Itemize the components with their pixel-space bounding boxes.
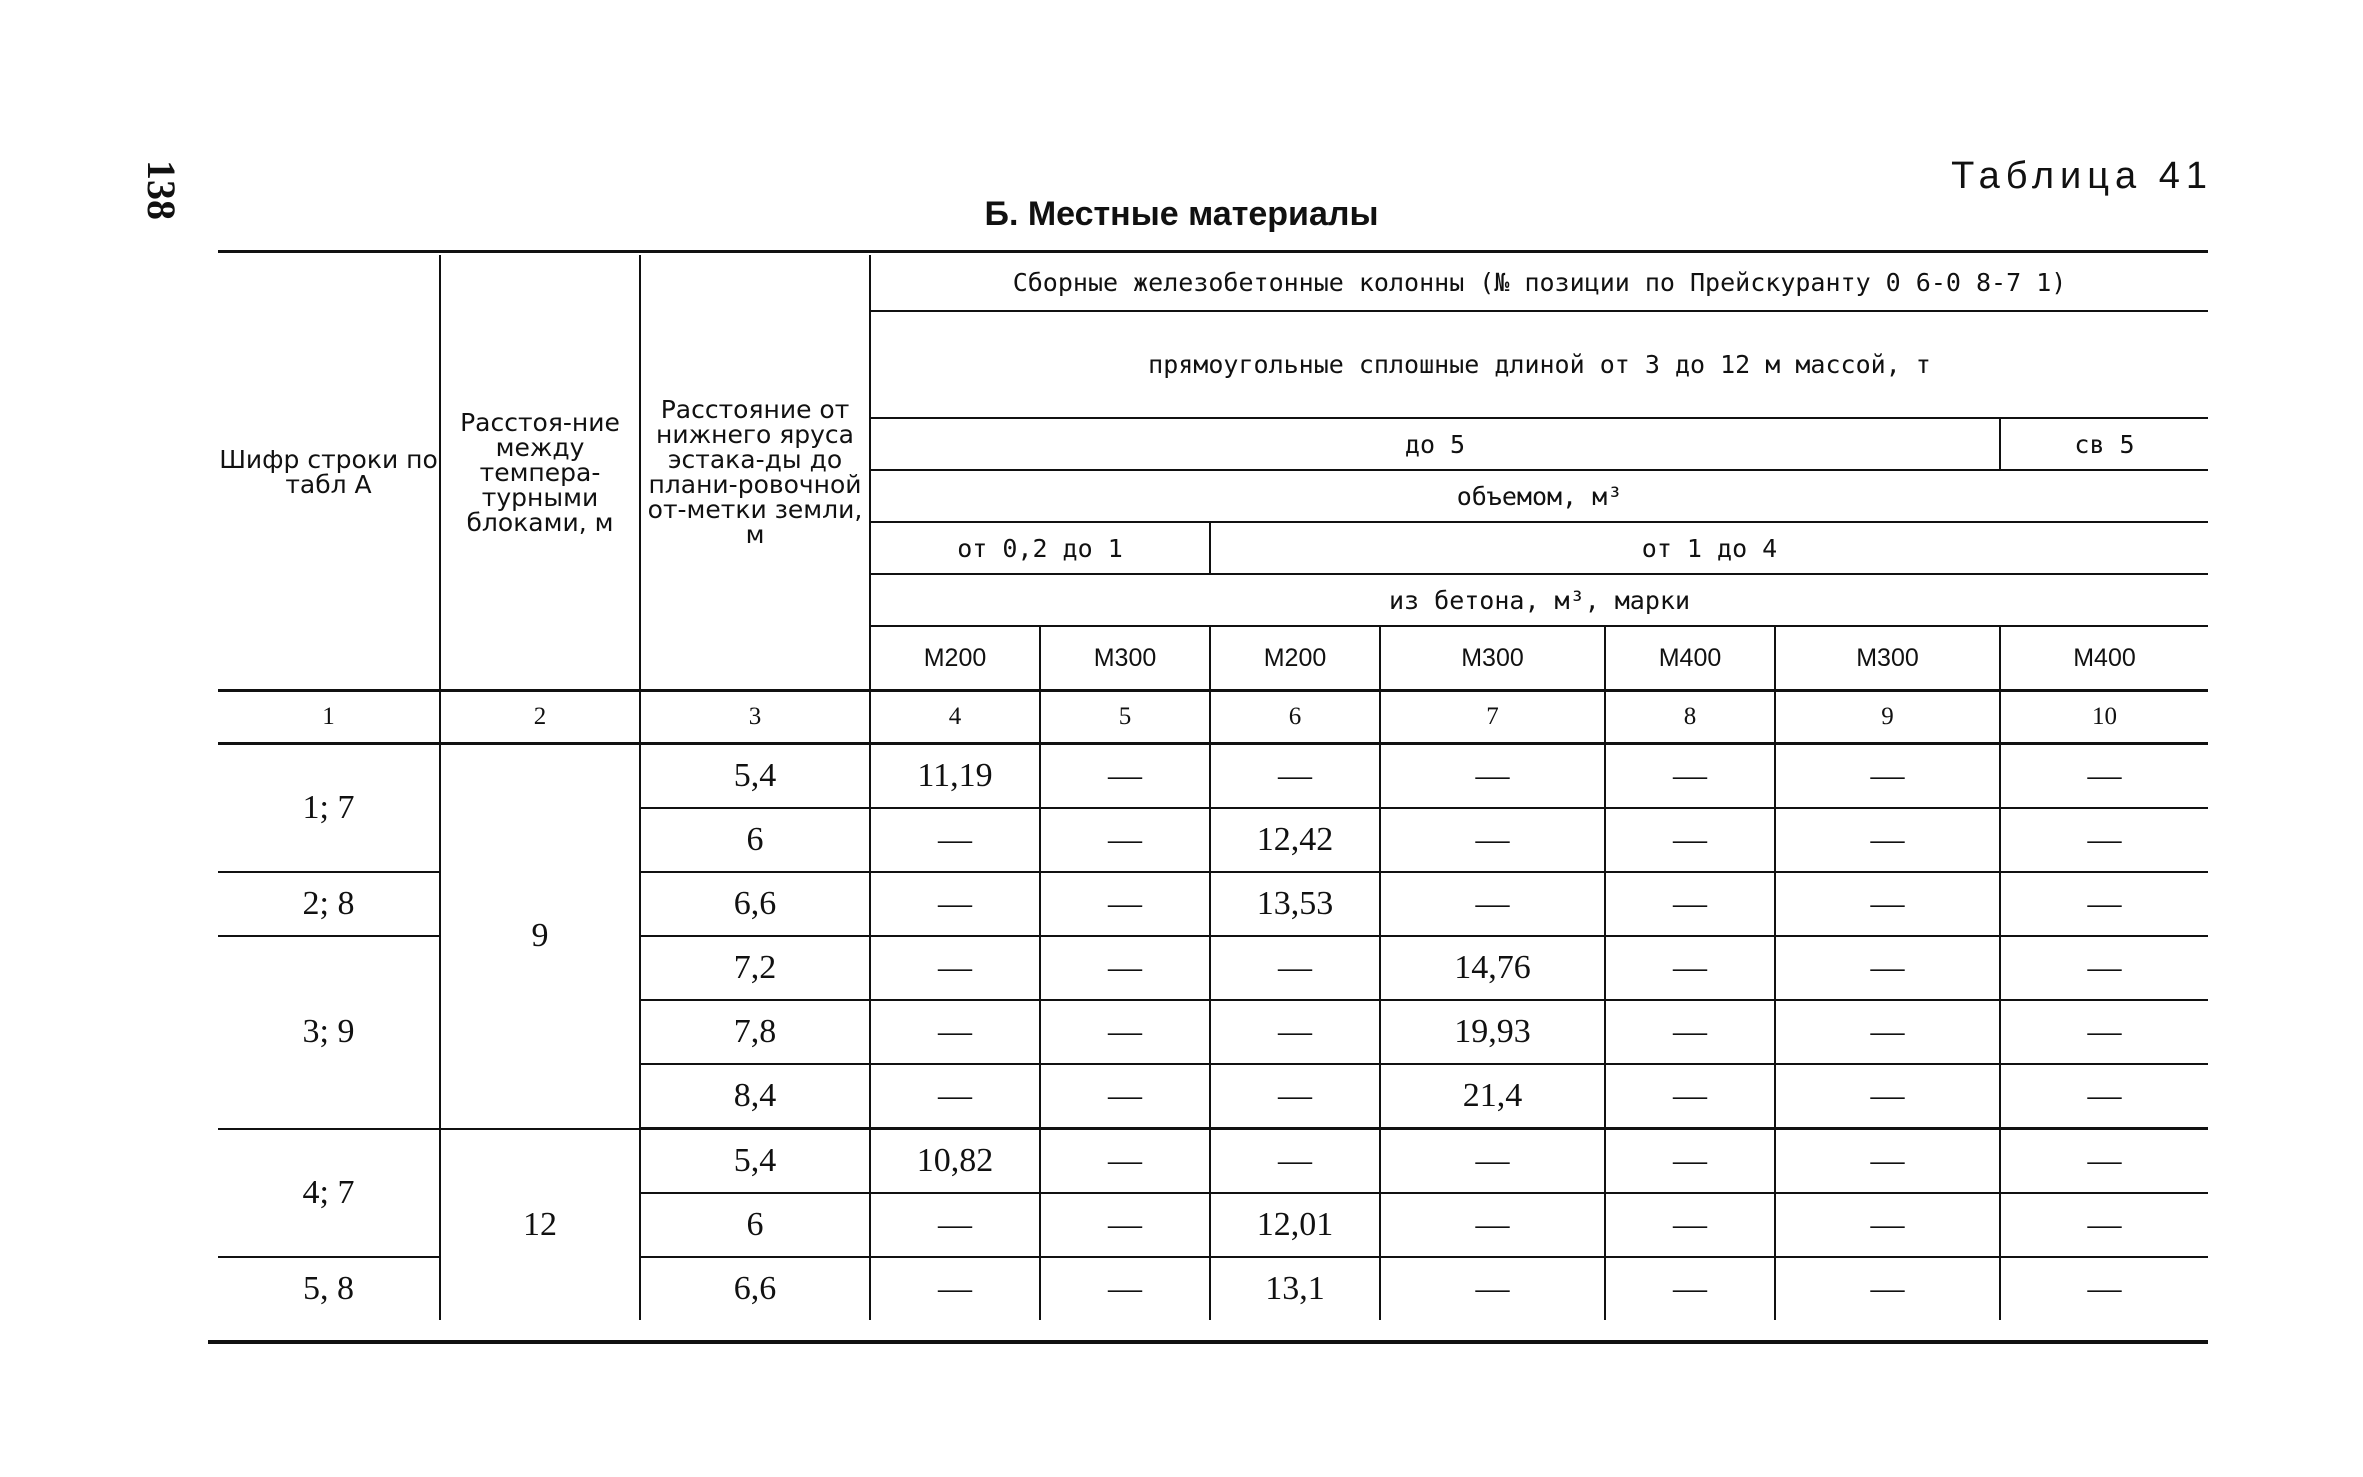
table-cell: —: [1605, 872, 1775, 936]
table-cell: —: [1605, 1129, 1775, 1194]
header-concrete: из бетона, м³, марки: [870, 574, 2208, 626]
header-block-distance: Расстоя-ние между темпера-турными блоками, м: [440, 255, 640, 691]
table-cell: —: [1040, 1129, 1210, 1194]
table-cell: 21,4: [1380, 1064, 1605, 1129]
table-cell: —: [1775, 808, 2000, 872]
header-volume: объемом, м³: [870, 470, 2208, 522]
header-mass-upto5: до 5: [870, 418, 2000, 470]
column-number: 5: [1040, 691, 1210, 744]
table-cell: —: [1605, 936, 1775, 1000]
table-cell: —: [2000, 1193, 2208, 1257]
grade-header: М300: [1040, 626, 1210, 691]
table-cell: —: [1605, 808, 1775, 872]
section-title: Б. Местные материалы: [984, 195, 1379, 233]
tier-distance: 6: [640, 808, 870, 872]
tier-distance: 6: [640, 1193, 870, 1257]
header-shape: прямоугольные сплошные длиной от 3 до 12 м массой, т: [870, 311, 2208, 418]
price-table: [218, 255, 2208, 1320]
table-cell: —: [1775, 744, 2000, 809]
header-tier-distance: Расстояние от нижнего яруса эстака-ды до плани-ровочной от-метки земли, м: [640, 255, 870, 691]
table-cell: —: [1040, 1193, 1210, 1257]
table-cell: —: [1040, 808, 1210, 872]
table-cell: 11,19: [870, 744, 1040, 809]
table-cell: —: [1210, 744, 1380, 809]
table-cell: —: [1380, 1193, 1605, 1257]
tier-distance: 5,4: [640, 1129, 870, 1194]
table-cell: —: [1605, 1064, 1775, 1129]
grade-header: М300: [1380, 626, 1605, 691]
table-cell: —: [1775, 1064, 2000, 1129]
table-cell: 13,1: [1210, 1257, 1380, 1320]
table-cell: 19,93: [1380, 1000, 1605, 1064]
table-cell: —: [1605, 1257, 1775, 1320]
table-cell: —: [1380, 808, 1605, 872]
table-cell: —: [1775, 872, 2000, 936]
table-cell: —: [870, 1193, 1040, 1257]
table-cell: —: [1040, 744, 1210, 809]
header-vol-02-1: от 0,2 до 1: [870, 522, 1210, 574]
table-label: Таблица 41: [1951, 155, 2213, 197]
column-number: 6: [1210, 691, 1380, 744]
table-cell: —: [870, 1064, 1040, 1129]
table-cell: —: [2000, 1000, 2208, 1064]
table-cell: —: [1210, 1064, 1380, 1129]
header-vol-1-4: от 1 до 4: [1210, 522, 2208, 574]
table-cell: —: [1210, 936, 1380, 1000]
column-number: 2: [440, 691, 640, 744]
table-cell: 10,82: [870, 1129, 1040, 1194]
column-number: 1: [218, 691, 440, 744]
table-cell: —: [2000, 808, 2208, 872]
row-code: 2; 8: [218, 872, 440, 936]
table-cell: 12,42: [1210, 808, 1380, 872]
row-code: 1; 7: [218, 744, 440, 873]
column-number: 8: [1605, 691, 1775, 744]
column-number: 3: [640, 691, 870, 744]
header-columns-main: Сборные железобетонные колонны (№ позиции по Прейскуранту 0 6-0 8-7 1): [870, 255, 2208, 311]
table-cell: —: [2087, 1270, 2122, 1307]
tier-distance: 7,2: [640, 936, 870, 1000]
tier-distance: 5,4: [640, 744, 870, 809]
table-cell: —: [1040, 936, 1210, 1000]
row-code: 3; 9: [218, 936, 440, 1129]
table-cell: 12,01: [1210, 1193, 1380, 1257]
table-cell: —: [1040, 872, 1210, 936]
grade-header: М400: [2073, 643, 2136, 672]
grade-header: М200: [870, 626, 1040, 691]
tier-distance: 6,6: [640, 872, 870, 936]
table-cell: —: [1775, 936, 2000, 1000]
column-number: 9: [1775, 691, 2000, 744]
table-cell: —: [870, 808, 1040, 872]
table-cell: —: [1380, 872, 1605, 936]
table-cell: —: [1775, 1193, 2000, 1257]
grade-header: М200: [1210, 626, 1380, 691]
table-cell: —: [1380, 1257, 1605, 1320]
table-cell: —: [1210, 1000, 1380, 1064]
block-distance: 12: [440, 1129, 640, 1321]
table-cell: —: [1380, 1129, 1605, 1194]
table-cell: —: [1605, 1193, 1775, 1257]
row-code: 5, 8: [218, 1257, 440, 1320]
table-cell: —: [2000, 1129, 2208, 1194]
page-number: 138: [139, 160, 184, 220]
table-cell: —: [1605, 1000, 1775, 1064]
table-cell: —: [2000, 872, 2208, 936]
table-cell: —: [1210, 1129, 1380, 1194]
table-cell: —: [870, 872, 1040, 936]
top-rule: [218, 250, 2208, 253]
block-distance: 9: [440, 744, 640, 1129]
tier-distance: 8,4: [640, 1064, 870, 1129]
grade-header: М300: [1775, 626, 2000, 691]
table-cell: —: [1605, 744, 1775, 809]
table-cell: —: [1775, 1000, 2000, 1064]
table-cell: 14,76: [1380, 936, 1605, 1000]
header-code: Шифр строки по табл А: [218, 255, 440, 691]
column-number: 10: [2000, 691, 2208, 744]
table-cell: —: [870, 1257, 1040, 1320]
tier-distance: 6,6: [640, 1257, 870, 1320]
table-cell: —: [870, 936, 1040, 1000]
table-cell: —: [1040, 1257, 1210, 1320]
table-cell: —: [2000, 936, 2208, 1000]
column-number: 7: [1380, 691, 1605, 744]
table-cell: —: [2000, 744, 2208, 809]
grade-header: М400: [1605, 626, 1775, 691]
table-cell: —: [2000, 1064, 2208, 1129]
table-cell: —: [1775, 1129, 2000, 1194]
bottom-rule: [208, 1340, 2208, 1344]
table-cell: —: [870, 1000, 1040, 1064]
table-cell: —: [1380, 744, 1605, 809]
table-cell: —: [1040, 1000, 1210, 1064]
table-cell: 13,53: [1210, 872, 1380, 936]
header-mass-over5: св 5: [2000, 418, 2208, 470]
table-cell: —: [1775, 1257, 2000, 1320]
column-number: 4: [870, 691, 1040, 744]
row-code: 4; 7: [218, 1129, 440, 1258]
table-cell: —: [1040, 1064, 1210, 1129]
tier-distance: 7,8: [640, 1000, 870, 1064]
